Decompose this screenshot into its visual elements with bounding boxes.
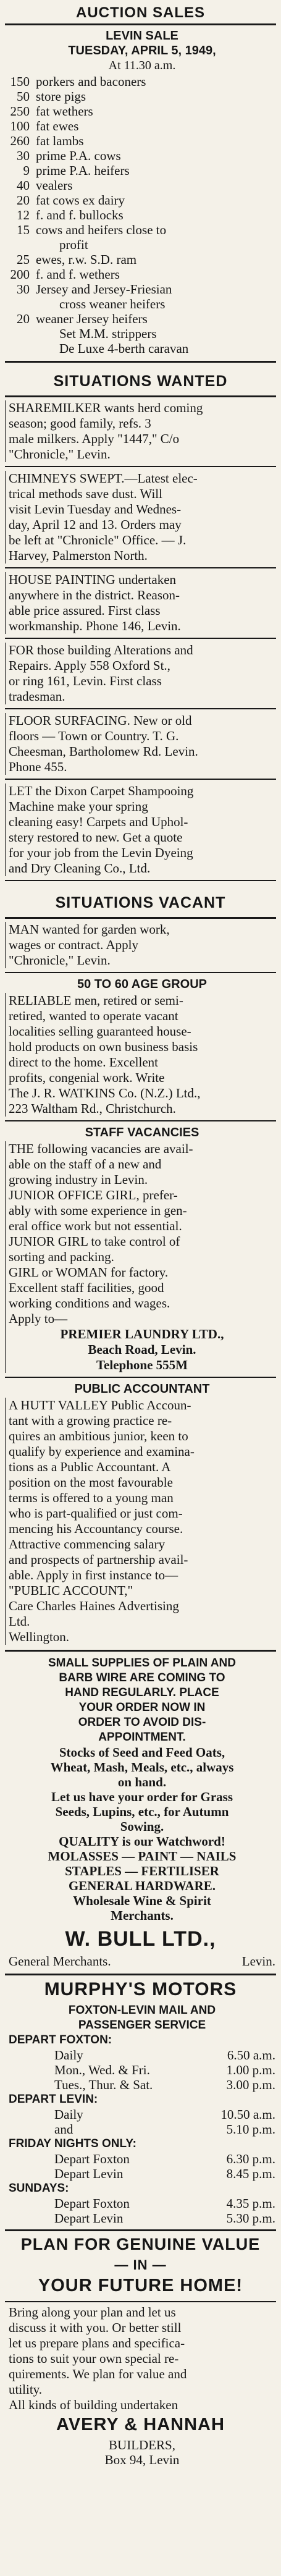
vacant-ad-signature: PREMIER LAUNDRY LTD.,	[60, 1327, 224, 1341]
bull-stock-line: STAPLES — FERTILISER	[65, 1864, 219, 1878]
auction-item: profit	[59, 237, 88, 252]
rule	[5, 2301, 276, 2302]
bull-stock-line: Sowing.	[120, 1819, 164, 1834]
auction-item: cross weaner heifers	[59, 297, 166, 311]
rule	[5, 638, 276, 639]
rule	[5, 567, 276, 568]
wanted-ad-line: cleaning easy! Carpets and Uphol-	[9, 814, 188, 829]
vacant-ad-line: eral office work but not essential.	[9, 1218, 182, 1233]
auction-item: fat wethers	[36, 104, 93, 119]
vacant-ad-line: terms is offered to a young man	[9, 1490, 174, 1505]
murphy-time: 1.00 p.m.	[226, 2063, 275, 2077]
murphy-route: and	[54, 2122, 73, 2137]
bull-stock-line: Merchants.	[111, 1908, 174, 1923]
avery-body-line: utility.	[9, 2382, 43, 2397]
wanted-ad-line: anywhere in the district. Reason-	[9, 588, 180, 602]
auction-qty: 20	[17, 311, 30, 326]
wanted-ad-line: Phone 455.	[9, 759, 67, 774]
wanted-ad-line: HOUSE PAINTING undertaken	[9, 572, 177, 587]
murphy-time: 5.10 p.m.	[226, 2122, 275, 2137]
auction-item: prime P.A. cows	[36, 148, 121, 163]
avery-address: Box 94, Levin	[104, 2452, 180, 2467]
vacant-ad-line: direct to the home. Excellent	[9, 1055, 158, 1070]
wanted-ad-line: FLOOR SURFACING. New or old	[9, 713, 192, 728]
avery-body-line: quirements. We plan for value and	[9, 2367, 187, 2381]
border-line	[5, 471, 6, 564]
bull-stock-line: GENERAL HARDWARE.	[68, 1878, 216, 1893]
auction-item: store pigs	[36, 89, 86, 104]
auction-qty: 150	[10, 74, 30, 89]
murphy-time: 6.30 p.m.	[226, 2152, 275, 2166]
murphy-route: Mon., Wed. & Fri.	[54, 2063, 150, 2077]
auction-item: fat ewes	[36, 119, 79, 133]
bull-notice-line: SMALL SUPPLIES OF PLAIN AND	[48, 1657, 237, 1670]
rule	[5, 1120, 276, 1121]
wanted-ad-line: male milkers. Apply "1447," C/o	[9, 431, 180, 446]
auction-qty: 50	[17, 89, 30, 104]
vacant-ad-line: wages or contract. Apply	[9, 937, 138, 952]
auction-heading: At 11.30 a.m.	[108, 59, 176, 72]
bull-subtitle: General Merchants.	[9, 1954, 111, 1969]
wanted-ad-line: stery restored to new. Get a quote	[9, 830, 183, 845]
vacant-ad-line: MAN wanted for garden work,	[9, 922, 170, 937]
vacant-ad-line: Wellington.	[9, 1629, 70, 1644]
vacant-ad-line: JUNIOR OFFICE GIRL, prefer-	[9, 1188, 178, 1202]
auction-item: cows and heifers close to	[36, 222, 167, 237]
border-line	[5, 400, 6, 462]
auction-item: prime P.A. heifers	[36, 163, 130, 178]
avery-title-2: YOUR FUTURE HOME!	[38, 2276, 243, 2295]
murphy-route: Depart Foxton	[54, 2196, 130, 2211]
bull-stock-line: on hand.	[117, 1775, 167, 1789]
border-line	[5, 1141, 6, 1373]
bull-notice-line: ORDER TO AVOID DIS-	[78, 1716, 206, 1729]
avery-body-line: tions to suit your own special re-	[9, 2351, 179, 2366]
border-line	[5, 572, 6, 634]
murphy-section-heading: DEPART LEVIN:	[9, 2093, 98, 2106]
murphy-section-heading: DEPART FOXTON:	[9, 2033, 112, 2046]
auction-qty: 12	[17, 208, 30, 222]
vacant-ad-line: sorting and packing.	[9, 1249, 114, 1264]
vacant-ad-line: qualify by experience and examina-	[9, 1444, 195, 1459]
murphy-time: 4.35 p.m.	[226, 2196, 275, 2211]
bull-name: W. BULL LTD.,	[65, 1927, 216, 1951]
vacant-ad-heading: 50 TO 60 AGE GROUP	[77, 978, 208, 991]
auction-item: f. and f. bullocks	[36, 208, 124, 222]
vacant-ad-signature: Telephone 555M	[96, 1358, 188, 1372]
vacant-ad-line: growing industry in Levin.	[9, 1172, 148, 1187]
wanted-ad-line: Cheesman, Bartholomew Rd. Levin.	[9, 744, 198, 759]
border-line	[5, 922, 6, 968]
wanted-ad-line: or ring 161, Levin. First class	[9, 674, 162, 688]
vacant-ad-line: and prospects of partnership avail-	[9, 1552, 188, 1567]
murphy-time: 10.50 a.m.	[220, 2107, 275, 2122]
vacant-ad-line: A HUTT VALLEY Public Accoun-	[9, 1398, 191, 1413]
wanted-ad-line: trical methods save dust. Will	[9, 486, 162, 501]
wanted-ad-line: visit Levin Tuesday and Wednes-	[9, 502, 182, 517]
rule	[5, 466, 276, 467]
vacant-title: SITUATIONS VACANT	[55, 894, 226, 911]
vacant-ad-line: ably with some experience in gen-	[9, 1203, 187, 1218]
vacant-ad-line: JUNIOR GIRL to take control of	[9, 1234, 180, 1249]
border-line	[5, 643, 6, 704]
murphy-route: Depart Foxton	[54, 2152, 130, 2166]
murphy-route: Daily	[54, 2107, 83, 2122]
auction-qty: 260	[10, 133, 30, 148]
rule	[5, 2229, 276, 2231]
auction-item: vealers	[36, 178, 73, 193]
avery-body-line: discuss it with you. Or better still	[9, 2320, 182, 2335]
vacant-ad-line: The J. R. WATKINS Co. (N.Z.) Ltd.,	[9, 1086, 201, 1100]
avery-body-line: Bring along your plan and let us	[9, 2305, 176, 2320]
auction-heading: TUESDAY, APRIL 5, 1949,	[68, 44, 216, 57]
murphy-section-heading: SUNDAYS:	[9, 2182, 69, 2195]
auction-qty: 20	[17, 193, 30, 208]
vacant-ad-line: position on the most favourable	[9, 1475, 173, 1490]
vacant-ad-line: Care Charles Haines Advertising	[9, 1598, 179, 1613]
vacant-ad-line: localities selling guaranteed house-	[9, 1024, 191, 1039]
auction-qty: 40	[17, 178, 30, 193]
vacant-ad-line: tant with a growing practice re-	[9, 1413, 172, 1428]
border-line	[5, 993, 6, 1117]
bull-notice-line: APPOINTMENT.	[98, 1731, 186, 1744]
bull-stock-line: QUALITY is our Watchword!	[59, 1834, 225, 1849]
avery-in: — IN —	[114, 2257, 167, 2273]
avery-title: PLAN FOR GENUINE VALUE	[20, 2235, 261, 2253]
avery-body-line: let us prepare plans and specifica-	[9, 2336, 185, 2350]
auction-item: fat cows ex dairy	[36, 193, 125, 208]
auction-qty: 30	[17, 148, 30, 163]
vacant-ad-line: hold products on own business basis	[9, 1039, 198, 1054]
auction-item: f. and f. wethers	[36, 267, 120, 282]
bull-stock-line: Wholesale Wine & Spirit	[73, 1893, 211, 1908]
murphy-subtitle: PASSENGER SERVICE	[78, 2019, 206, 2032]
rule	[5, 708, 276, 709]
auction-item: ewes, r.w. S.D. ram	[36, 252, 137, 267]
vacant-ad-line: tions as a Public Accountant. A	[9, 1459, 171, 1474]
murphy-section-heading: FRIDAY NIGHTS ONLY:	[9, 2137, 136, 2150]
vacant-ad-line: Ltd.	[9, 1614, 30, 1629]
wanted-ad-line: CHIMNEYS SWEPT.—Latest elec-	[9, 471, 198, 486]
avery-body-line: All kinds of building undertaken	[9, 2397, 178, 2412]
murphy-name: MURPHY'S MOTORS	[44, 1979, 237, 2000]
bull-stock-line: Wheat, Mash, Meals, etc., always	[50, 1760, 234, 1775]
vacant-ad-heading: PUBLIC ACCOUNTANT	[74, 1382, 210, 1396]
rule	[5, 1377, 276, 1378]
wanted-ad-line: able price assured. First class	[9, 603, 161, 618]
wanted-ad-line: season; good family, refs. 3	[9, 416, 151, 431]
auction-qty: 25	[17, 252, 30, 267]
bull-notice-line: YOUR ORDER NOW IN	[78, 1701, 206, 1714]
vacant-ad-line: able. Apply in first instance to—	[9, 1568, 178, 1582]
murphy-route: Depart Levin	[54, 2166, 124, 2181]
wanted-title: SITUATIONS WANTED	[53, 373, 228, 390]
vacant-ad-line: Attractive commencing salary	[9, 1537, 166, 1552]
murphy-subtitle: FOXTON-LEVIN MAIL AND	[68, 2004, 216, 2017]
vacant-ad-line: RELIABLE men, retired or semi-	[9, 993, 183, 1008]
wanted-ad-line: SHAREMILKER wants herd coming	[9, 400, 203, 415]
vacant-ad-line: GIRL or WOMAN for factory.	[9, 1265, 169, 1280]
avery-name: AVERY & HANNAH	[56, 2415, 225, 2435]
vacant-ad-line: retired, wanted to operate vacant	[9, 1008, 178, 1023]
auction-item: fat lambs	[36, 133, 84, 148]
bull-stock-line: MOLASSES — PAINT — NAILS	[48, 1849, 237, 1864]
wanted-ad-line: LET the Dixon Carpet Shampooing	[9, 783, 194, 798]
bull-stock-line: Seeds, Lupins, etc., for Autumn	[55, 1804, 229, 1819]
border-line	[5, 1398, 6, 1645]
vacant-ad-line: 223 Waltham Rd., Christchurch.	[9, 1101, 176, 1116]
murphy-time: 3.00 p.m.	[226, 2077, 275, 2092]
vacant-ad-line: Excellent staff facilities, good	[9, 1280, 164, 1295]
vacant-ad-line: profits, congenial work. Write	[9, 1070, 165, 1085]
vacant-ad-line: working conditions and wages.	[9, 1296, 170, 1311]
wanted-ad-line: tradesman.	[9, 689, 65, 704]
auction-title: AUCTION SALES	[75, 4, 205, 21]
bull-stock-line: Let us have your order for Grass	[51, 1789, 233, 1804]
bull-notice-line: HAND REGULARLY. PLACE	[65, 1686, 219, 1699]
auction-item: Jersey and Jersey-Friesian	[36, 282, 172, 297]
auction-qty: 15	[17, 222, 30, 237]
vacant-ad-line: quires an ambitious junior, keen to	[9, 1429, 188, 1443]
vacant-ad-heading: STAFF VACANCIES	[85, 1126, 199, 1139]
auction-item: De Luxe 4-berth caravan	[59, 341, 189, 356]
bull-stock-line: Stocks of Seed and Feed Oats,	[59, 1745, 225, 1760]
rule	[5, 1650, 276, 1652]
vacant-ad-line: able on the staff of a new and	[9, 1157, 162, 1172]
wanted-ad-line: Machine make your spring	[9, 799, 148, 814]
rule	[5, 23, 276, 25]
bull-notice-line: BARB WIRE ARE COMING TO	[59, 1671, 225, 1684]
auction-item: weaner Jersey heifers	[36, 311, 148, 326]
vacant-ad-line: Apply to—	[9, 1311, 68, 1326]
rule	[5, 779, 276, 780]
auction-heading: LEVIN SALE	[106, 29, 178, 43]
murphy-route: Depart Levin	[54, 2211, 124, 2226]
auction-item: porkers and baconers	[36, 74, 146, 89]
murphy-time: 5.30 p.m.	[226, 2211, 275, 2226]
rule	[5, 880, 276, 881]
vacant-ad-line: "PUBLIC ACCOUNT,"	[9, 1583, 133, 1598]
avery-address: BUILDERS,	[109, 2438, 175, 2452]
rule	[5, 972, 276, 973]
wanted-ad-line: Repairs. Apply 558 Oxford St.,	[9, 658, 170, 673]
wanted-ad-line: FOR those building Alterations and	[9, 643, 193, 657]
murphy-route: Tues., Thur. & Sat.	[54, 2077, 153, 2092]
murphy-time: 8.45 p.m.	[226, 2166, 275, 2181]
auction-qty: 200	[10, 267, 30, 282]
wanted-ad-line: Harvey, Palmerston North.	[9, 548, 148, 563]
wanted-ad-line: workmanship. Phone 146, Levin.	[9, 619, 181, 633]
murphy-time: 6.50 a.m.	[227, 2048, 275, 2063]
wanted-ad-line: and Dry Cleaning Co., Ltd.	[9, 861, 151, 876]
auction-qty: 9	[23, 163, 30, 178]
vacant-ad-signature: Beach Road, Levin.	[88, 1342, 196, 1357]
auction-qty: 30	[17, 282, 30, 297]
bull-town: Levin.	[241, 1954, 275, 1969]
wanted-ad-line: day, April 12 and 13. Orders may	[9, 517, 182, 532]
murphy-route: Daily	[54, 2048, 83, 2063]
wanted-ad-line: be left at "Chronicle" Office. — J.	[9, 533, 187, 547]
auction-qty: 100	[10, 119, 30, 133]
border-line	[5, 713, 6, 775]
wanted-ad-line: for your job from the Levin Dyeing	[9, 845, 193, 860]
rule	[5, 917, 276, 919]
rule	[5, 1974, 276, 1975]
vacant-ad-line: THE following vacancies are avail-	[9, 1141, 193, 1156]
auction-item: Set M.M. strippers	[59, 326, 157, 341]
vacant-ad-line: who is part-qualified or just com-	[9, 1506, 183, 1521]
auction-qty: 250	[10, 104, 30, 119]
wanted-ad-line: "Chronicle," Levin.	[9, 447, 111, 462]
rule	[5, 395, 276, 397]
rule	[5, 361, 276, 363]
border-line	[5, 783, 6, 876]
vacant-ad-line: "Chronicle," Levin.	[9, 953, 111, 968]
wanted-ad-line: floors — Town or Country. T. G.	[9, 728, 179, 743]
vacant-ad-line: mencing his Accountancy course.	[9, 1521, 183, 1536]
